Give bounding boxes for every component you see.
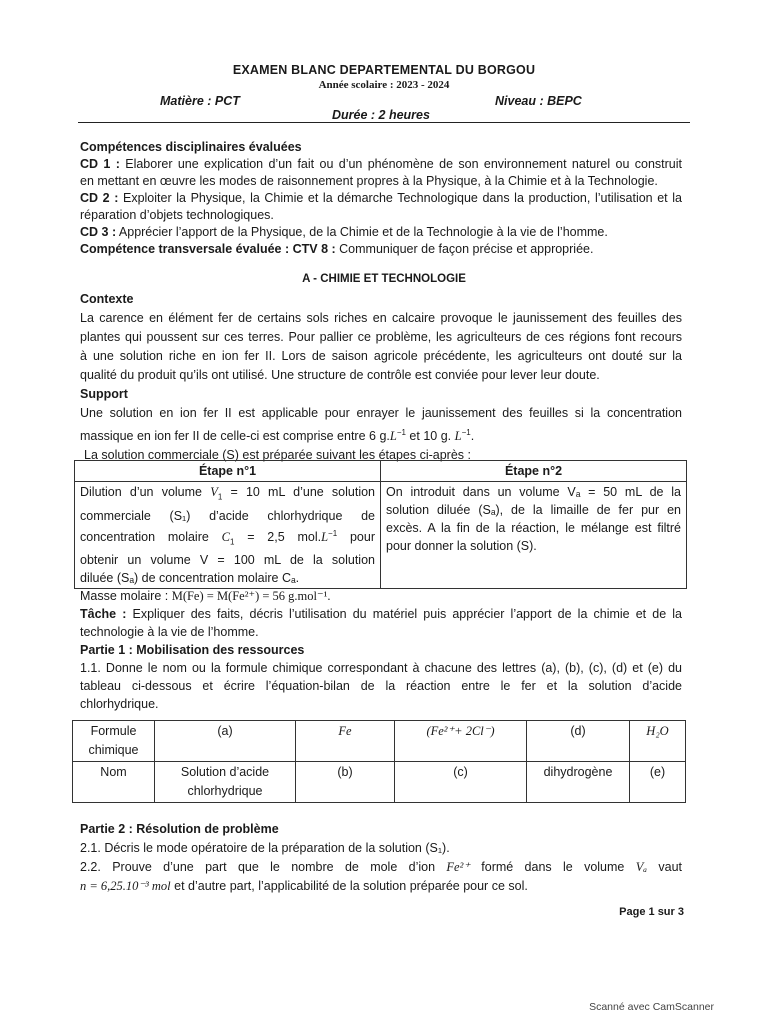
task-text-line2: technologie à la vie de l’homme. <box>80 625 259 639</box>
cell-water: H₂O <box>630 721 686 762</box>
cell-fe: Fe <box>296 721 395 762</box>
cd2-text-line1: Exploiter la Physique, la Chimie et la démarche Technologique dans la production, l’utilisation et la <box>118 191 682 205</box>
support-line: massique en ion fer II de celle-ci est comprise entre 6 $g.L^{-1}$ et 10 g. $L^{-1}$. <box>80 428 475 444</box>
transversal-label: Compétence transversale évaluée : CTV 8 : <box>80 242 336 256</box>
cell-a: (a) <box>155 721 296 762</box>
cell-d: (d) <box>527 721 630 762</box>
context-heading: Contexte <box>80 292 134 306</box>
support-heading: Support <box>80 387 128 401</box>
page-number: Page 1 sur 3 <box>619 906 684 918</box>
support-line: Une solution en ion fer II est applicable pour enrayer le jaunissement des feuilles si la concentration <box>80 406 682 420</box>
cd3-text: Apprécier l’apport de la Physique, de la Chimie et de la Technologie à la vie de l’homme. <box>116 225 608 239</box>
step2-header: Étape n°2 <box>381 461 687 482</box>
molar-mass-label: Masse molaire : <box>80 589 172 603</box>
context-line: qualité du produit qu’ils ont utilisé. Une structure de contrôle est conviée pour lever leur doute. <box>80 368 600 382</box>
section-heading: A - CHIMIE ET TECHNOLOGIE <box>302 273 466 285</box>
cell-acid-name: Solution d’acide chlorhydrique <box>155 762 296 803</box>
cd2-label: CD 2 : <box>80 191 119 205</box>
question-1-1-line3: chlorhydrique. <box>80 697 159 711</box>
part1-heading: Partie 1 : Mobilisation des ressources <box>80 643 305 657</box>
question-2-2-line2: n = 6,25.10⁻³ mol et d’autre part, l’applicabilité de la solution préparée pour ce sol. <box>80 879 528 893</box>
scanner-watermark: Scanné avec CamScanner <box>589 1001 714 1013</box>
question-2-1: 2.1. Décris le mode opératoire de la préparation de la solution (S₁). <box>80 841 450 855</box>
cell-c: (c) <box>395 762 527 803</box>
cell-e: (e) <box>630 762 686 803</box>
cell-dihydrogen: dihydrogène <box>527 762 630 803</box>
row-label: Nom <box>73 762 155 803</box>
task-text: Expliquer des faits, décris l’utilisation du matériel puis apprécier l’apport de la chimie et de la <box>126 607 683 621</box>
header-divider <box>78 122 690 123</box>
step1-header: Étape n°1 <box>75 461 381 482</box>
subject: Matière : PCT <box>160 94 240 108</box>
step2-cell: On introduit dans un volume Vₐ = 50 mL de la solution diluée (Sₐ), de la limaille de fer pur en excès. A la fin de la réaction, le mélange est filtré pour donner la solution (S). <box>381 482 687 589</box>
task-label: Tâche : <box>80 607 127 621</box>
part2-block <box>80 820 682 896</box>
cell-ions: (Fe²⁺+ 2Cl⁻) <box>395 721 527 762</box>
duration: Durée : 2 heures <box>332 108 430 122</box>
competences-heading: Compétences disciplinaires évaluées <box>80 140 302 154</box>
task-block <box>80 587 682 713</box>
school-year: Année scolaire : 2023 - 2024 <box>318 79 450 91</box>
cd3-label: CD 3 : <box>80 225 117 239</box>
cd1-text-line1: Elaborer une explication d’un fait ou d’un phénomène de son environnement naturel ou construit <box>119 157 682 171</box>
question-1-1-line2: tableau ci-dessous et écrire l’équation-bilan de la réaction entre le fer et la solution d’acide <box>80 679 682 693</box>
context-line: à une solution riche en ion fer II. Lors de saison agricole précédente, les agriculteurs ont douté sur la <box>80 349 682 363</box>
step1-cell: Dilution d’un volume $V_1 = 10$ mL d’une solution commerciale (S₁) d’acide chlorhydrique de concentration molaire $C_1 = 2,5$ $mol.L^{-1}$ pour obtenir un volume V = 100 mL de la solution diluée (Sₐ) de concentration molaire Cₐ. <box>75 482 381 589</box>
support-line: La solution commerciale (S) est préparée suivant les étapes ci-après : <box>84 448 471 463</box>
context-block <box>80 290 682 465</box>
question-2-2: 2.2. Prouve d’une part que le nombre de mole d’ion Fe²⁺ formé dans le volume Vₐ vaut <box>80 860 683 874</box>
molar-mass-formula: M(Fe) = M(Fe²⁺) = 56 g.mol⁻¹. <box>171 589 331 603</box>
competences-block <box>80 139 682 258</box>
part2-heading: Partie 2 : Résolution de problème <box>80 822 279 836</box>
context-line: plantes qui poussent sur ces terres. Pour pallier ce problème, les agriculteurs de ces régions font recours <box>80 330 682 344</box>
steps-table <box>74 460 687 589</box>
level: Niveau : BEPC <box>495 94 582 108</box>
formula-table <box>72 720 686 803</box>
cd1-text-line2: en mettant en œuvre les modes de raisonnement propres à la Physique, à la Chimie et à la Technologie. <box>80 174 658 188</box>
exam-title: EXAMEN BLANC DEPARTEMENTAL DU BORGOU <box>232 63 536 77</box>
cd1-label: CD 1 : <box>80 157 120 171</box>
context-line: La carence en élément fer de certains sols riches en calcaire provoque le jaunissement des feuilles des <box>80 311 682 325</box>
cell-b: (b) <box>296 762 395 803</box>
transversal-text: Communiquer de façon précise et appropriée. <box>335 242 594 256</box>
cd2-text-line2: réparation d’objets technologiques. <box>80 208 274 222</box>
row-label: Formule chimique <box>73 721 155 762</box>
question-1-1: 1.1. Donne le nom ou la formule chimique correspondant à chacune des lettres (a), (b), (c), (d) et (e) du <box>80 661 682 675</box>
